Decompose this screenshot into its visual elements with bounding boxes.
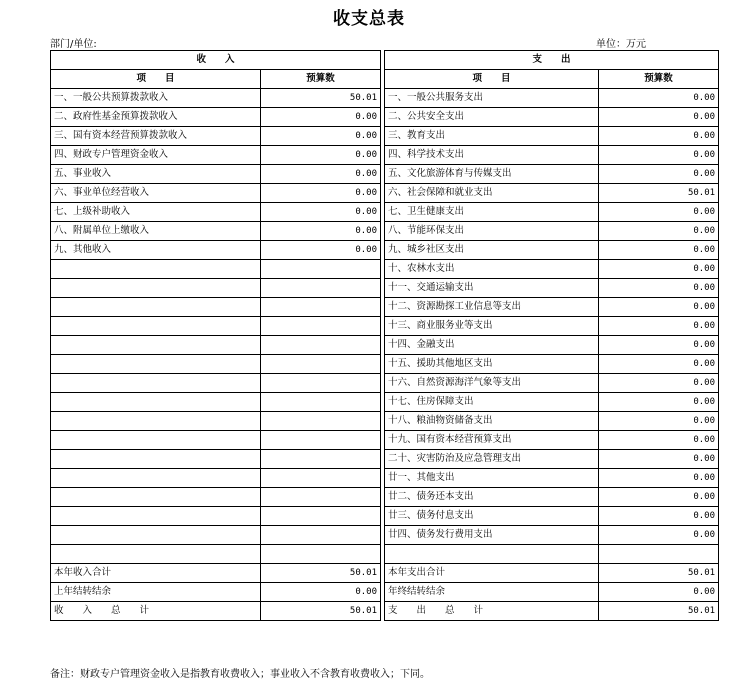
- expense-budget-cell: 0.00: [599, 203, 719, 222]
- department-label: 部门/单位:: [50, 39, 97, 50]
- expense-budget-cell: 50.01: [599, 184, 719, 203]
- table-row: [51, 127, 719, 146]
- expense-item-cell: 十二、资源勘探工业信息等支出: [385, 298, 599, 317]
- expense-item-cell: 廿四、债务发行费用支出: [385, 526, 599, 545]
- table-row: [51, 184, 719, 203]
- income-item-cell: 二、政府性基金预算拨款收入: [51, 108, 261, 127]
- expense-item-cell: 十七、住房保障支出: [385, 393, 599, 412]
- expense-budget-cell: 0.00: [599, 222, 719, 241]
- expense-item-cell: 本年支出合计: [385, 563, 599, 582]
- table-row: [51, 203, 719, 222]
- income-item-cell: [51, 488, 261, 507]
- income-item-cell: [51, 545, 261, 564]
- income-budget-cell: 0.00: [261, 222, 381, 241]
- expense-budget-cell: 0.00: [599, 355, 719, 374]
- table-row: [51, 507, 719, 526]
- income-budget-cell: 0.00: [261, 146, 381, 165]
- income-item-cell: 一、一般公共预算拨款收入: [51, 89, 261, 108]
- expense-budget-cell: 0.00: [599, 450, 719, 469]
- table-row: [51, 450, 719, 469]
- table-row: [51, 146, 719, 165]
- expense-budget-cell: 0.00: [599, 582, 719, 601]
- budget-summary-table: [50, 50, 719, 621]
- income-budget-cell: [261, 260, 381, 279]
- table-row: [51, 241, 719, 260]
- expense-item-cell: 十三、商业服务业等支出: [385, 317, 599, 336]
- expense-item-cell: 九、城乡社区支出: [385, 241, 599, 260]
- income-item-cell: [51, 526, 261, 545]
- expense-budget-cell: 0.00: [599, 393, 719, 412]
- table-row: [51, 355, 719, 374]
- income-budget-cell: [261, 450, 381, 469]
- table-row: [51, 298, 719, 317]
- expense-item-cell: 一、一般公共服务支出: [385, 89, 599, 108]
- column-header-row: [51, 70, 719, 89]
- table-row: [51, 336, 719, 355]
- table-row: [51, 526, 719, 545]
- income-item-cell: [51, 355, 261, 374]
- income-budget-cell: [261, 469, 381, 488]
- expense-budget-cell: 0.00: [599, 336, 719, 355]
- income-item-header: 项 目: [51, 70, 261, 89]
- table-row: [51, 469, 719, 488]
- expense-item-cell: 十四、金融支出: [385, 336, 599, 355]
- expense-item-cell: 八、节能环保支出: [385, 222, 599, 241]
- income-budget-cell: [261, 393, 381, 412]
- income-item-cell: [51, 431, 261, 450]
- expense-budget-cell: 0.00: [599, 469, 719, 488]
- income-item-cell: [51, 260, 261, 279]
- expense-budget-cell: 0.00: [599, 374, 719, 393]
- table-row: [51, 374, 719, 393]
- income-item-cell: 本年收入合计: [51, 563, 261, 582]
- expense-budget-cell: 0.00: [599, 260, 719, 279]
- expense-budget-cell: 0.00: [599, 507, 719, 526]
- income-item-cell: [51, 507, 261, 526]
- income-budget-header: 预算数: [261, 70, 381, 89]
- income-budget-cell: [261, 488, 381, 507]
- income-budget-cell: [261, 298, 381, 317]
- income-item-cell: [51, 298, 261, 317]
- income-item-cell: 九、其他收入: [51, 241, 261, 260]
- unit-label: 单位：万元: [596, 39, 646, 50]
- income-budget-cell: 0.00: [261, 184, 381, 203]
- income-item-cell: 六、事业单位经营收入: [51, 184, 261, 203]
- income-item-cell: [51, 469, 261, 488]
- expense-item-cell: 廿二、债务还本支出: [385, 488, 599, 507]
- expense-item-cell: 十一、交通运输支出: [385, 279, 599, 298]
- income-item-cell: 八、附属单位上缴收入: [51, 222, 261, 241]
- table-row: [51, 545, 719, 564]
- expense-budget-cell: [599, 545, 719, 564]
- income-budget-cell: [261, 412, 381, 431]
- expense-item-cell: 十八、粮油物资储备支出: [385, 412, 599, 431]
- expense-budget-cell: 0.00: [599, 526, 719, 545]
- expense-item-cell: 七、卫生健康支出: [385, 203, 599, 222]
- expense-item-cell: 十五、援助其他地区支出: [385, 355, 599, 374]
- expense-budget-cell: 0.00: [599, 241, 719, 260]
- income-budget-cell: [261, 545, 381, 564]
- table-row: [51, 563, 719, 582]
- expense-budget-cell: 0.00: [599, 279, 719, 298]
- income-budget-cell: [261, 317, 381, 336]
- expense-item-cell: 四、科学技术支出: [385, 146, 599, 165]
- income-item-cell: [51, 336, 261, 355]
- expense-item-cell: 六、社会保障和就业支出: [385, 184, 599, 203]
- income-budget-cell: [261, 279, 381, 298]
- expense-item-cell: 十、农林水支出: [385, 260, 599, 279]
- income-budget-cell: [261, 507, 381, 526]
- section-header-row: [51, 51, 719, 70]
- income-budget-cell: [261, 374, 381, 393]
- table-row: [51, 279, 719, 298]
- income-budget-cell: [261, 336, 381, 355]
- income-budget-cell: 0.00: [261, 108, 381, 127]
- table-row: [51, 317, 719, 336]
- income-item-cell: [51, 317, 261, 336]
- income-budget-cell: 0.00: [261, 241, 381, 260]
- income-budget-cell: 50.01: [261, 601, 381, 620]
- expense-budget-cell: 0.00: [599, 165, 719, 184]
- income-budget-cell: 0.00: [261, 582, 381, 601]
- expense-item-cell: 廿三、债务付息支出: [385, 507, 599, 526]
- income-budget-cell: [261, 526, 381, 545]
- table-row: [51, 582, 719, 601]
- expense-budget-cell: 50.01: [599, 563, 719, 582]
- expense-item-cell: 二、公共安全支出: [385, 108, 599, 127]
- expense-budget-cell: 0.00: [599, 127, 719, 146]
- income-header: 收 入: [51, 51, 381, 70]
- table-row: [51, 108, 719, 127]
- table-row: [51, 488, 719, 507]
- footnote: 备注：财政专户管理资金收入是指教育收费收入；事业收入不含教育收费收入；下同。: [50, 669, 430, 680]
- income-budget-cell: [261, 355, 381, 374]
- expense-item-cell: 年终结转结余: [385, 582, 599, 601]
- table-row: [51, 222, 719, 241]
- income-item-cell: 收 入 总 计: [51, 601, 261, 620]
- income-item-cell: [51, 450, 261, 469]
- income-item-cell: 五、事业收入: [51, 165, 261, 184]
- expense-budget-cell: 0.00: [599, 412, 719, 431]
- expense-budget-header: 预算数: [599, 70, 719, 89]
- table-row: [51, 165, 719, 184]
- income-budget-cell: 50.01: [261, 563, 381, 582]
- income-item-cell: 七、上级补助收入: [51, 203, 261, 222]
- income-budget-cell: [261, 431, 381, 450]
- page-title: 收支总表: [333, 9, 405, 29]
- income-budget-cell: 0.00: [261, 203, 381, 222]
- income-item-cell: [51, 412, 261, 431]
- table-row: [51, 260, 719, 279]
- income-budget-cell: 0.00: [261, 127, 381, 146]
- income-item-cell: 上年结转结余: [51, 582, 261, 601]
- expense-item-cell: 十九、国有资本经营预算支出: [385, 431, 599, 450]
- income-item-cell: [51, 279, 261, 298]
- expense-item-cell: 支 出 总 计: [385, 601, 599, 620]
- expense-item-cell: 五、文化旅游体育与传媒支出: [385, 165, 599, 184]
- income-budget-cell: 0.00: [261, 165, 381, 184]
- expense-budget-cell: 0.00: [599, 108, 719, 127]
- income-item-cell: 四、财政专户管理资金收入: [51, 146, 261, 165]
- table-row: [51, 601, 719, 620]
- expense-budget-cell: 0.00: [599, 89, 719, 108]
- expense-budget-cell: 0.00: [599, 317, 719, 336]
- expense-item-cell: 十六、自然资源海洋气象等支出: [385, 374, 599, 393]
- income-item-cell: [51, 374, 261, 393]
- expense-item-cell: [385, 545, 599, 564]
- expense-item-header: 项 目: [385, 70, 599, 89]
- table-row: [51, 393, 719, 412]
- income-item-cell: [51, 393, 261, 412]
- expense-budget-cell: 0.00: [599, 146, 719, 165]
- table-row: [51, 431, 719, 450]
- expense-item-cell: 廿一、其他支出: [385, 469, 599, 488]
- expense-budget-cell: 0.00: [599, 431, 719, 450]
- expense-item-cell: 三、教育支出: [385, 127, 599, 146]
- income-budget-cell: 50.01: [261, 89, 381, 108]
- expense-budget-cell: 0.00: [599, 298, 719, 317]
- expense-item-cell: 二十、灾害防治及应急管理支出: [385, 450, 599, 469]
- table-row: [51, 412, 719, 431]
- expense-budget-cell: 0.00: [599, 488, 719, 507]
- income-item-cell: 三、国有资本经营预算拨款收入: [51, 127, 261, 146]
- expense-header: 支 出: [385, 51, 719, 70]
- table-row: [51, 89, 719, 108]
- expense-budget-cell: 50.01: [599, 601, 719, 620]
